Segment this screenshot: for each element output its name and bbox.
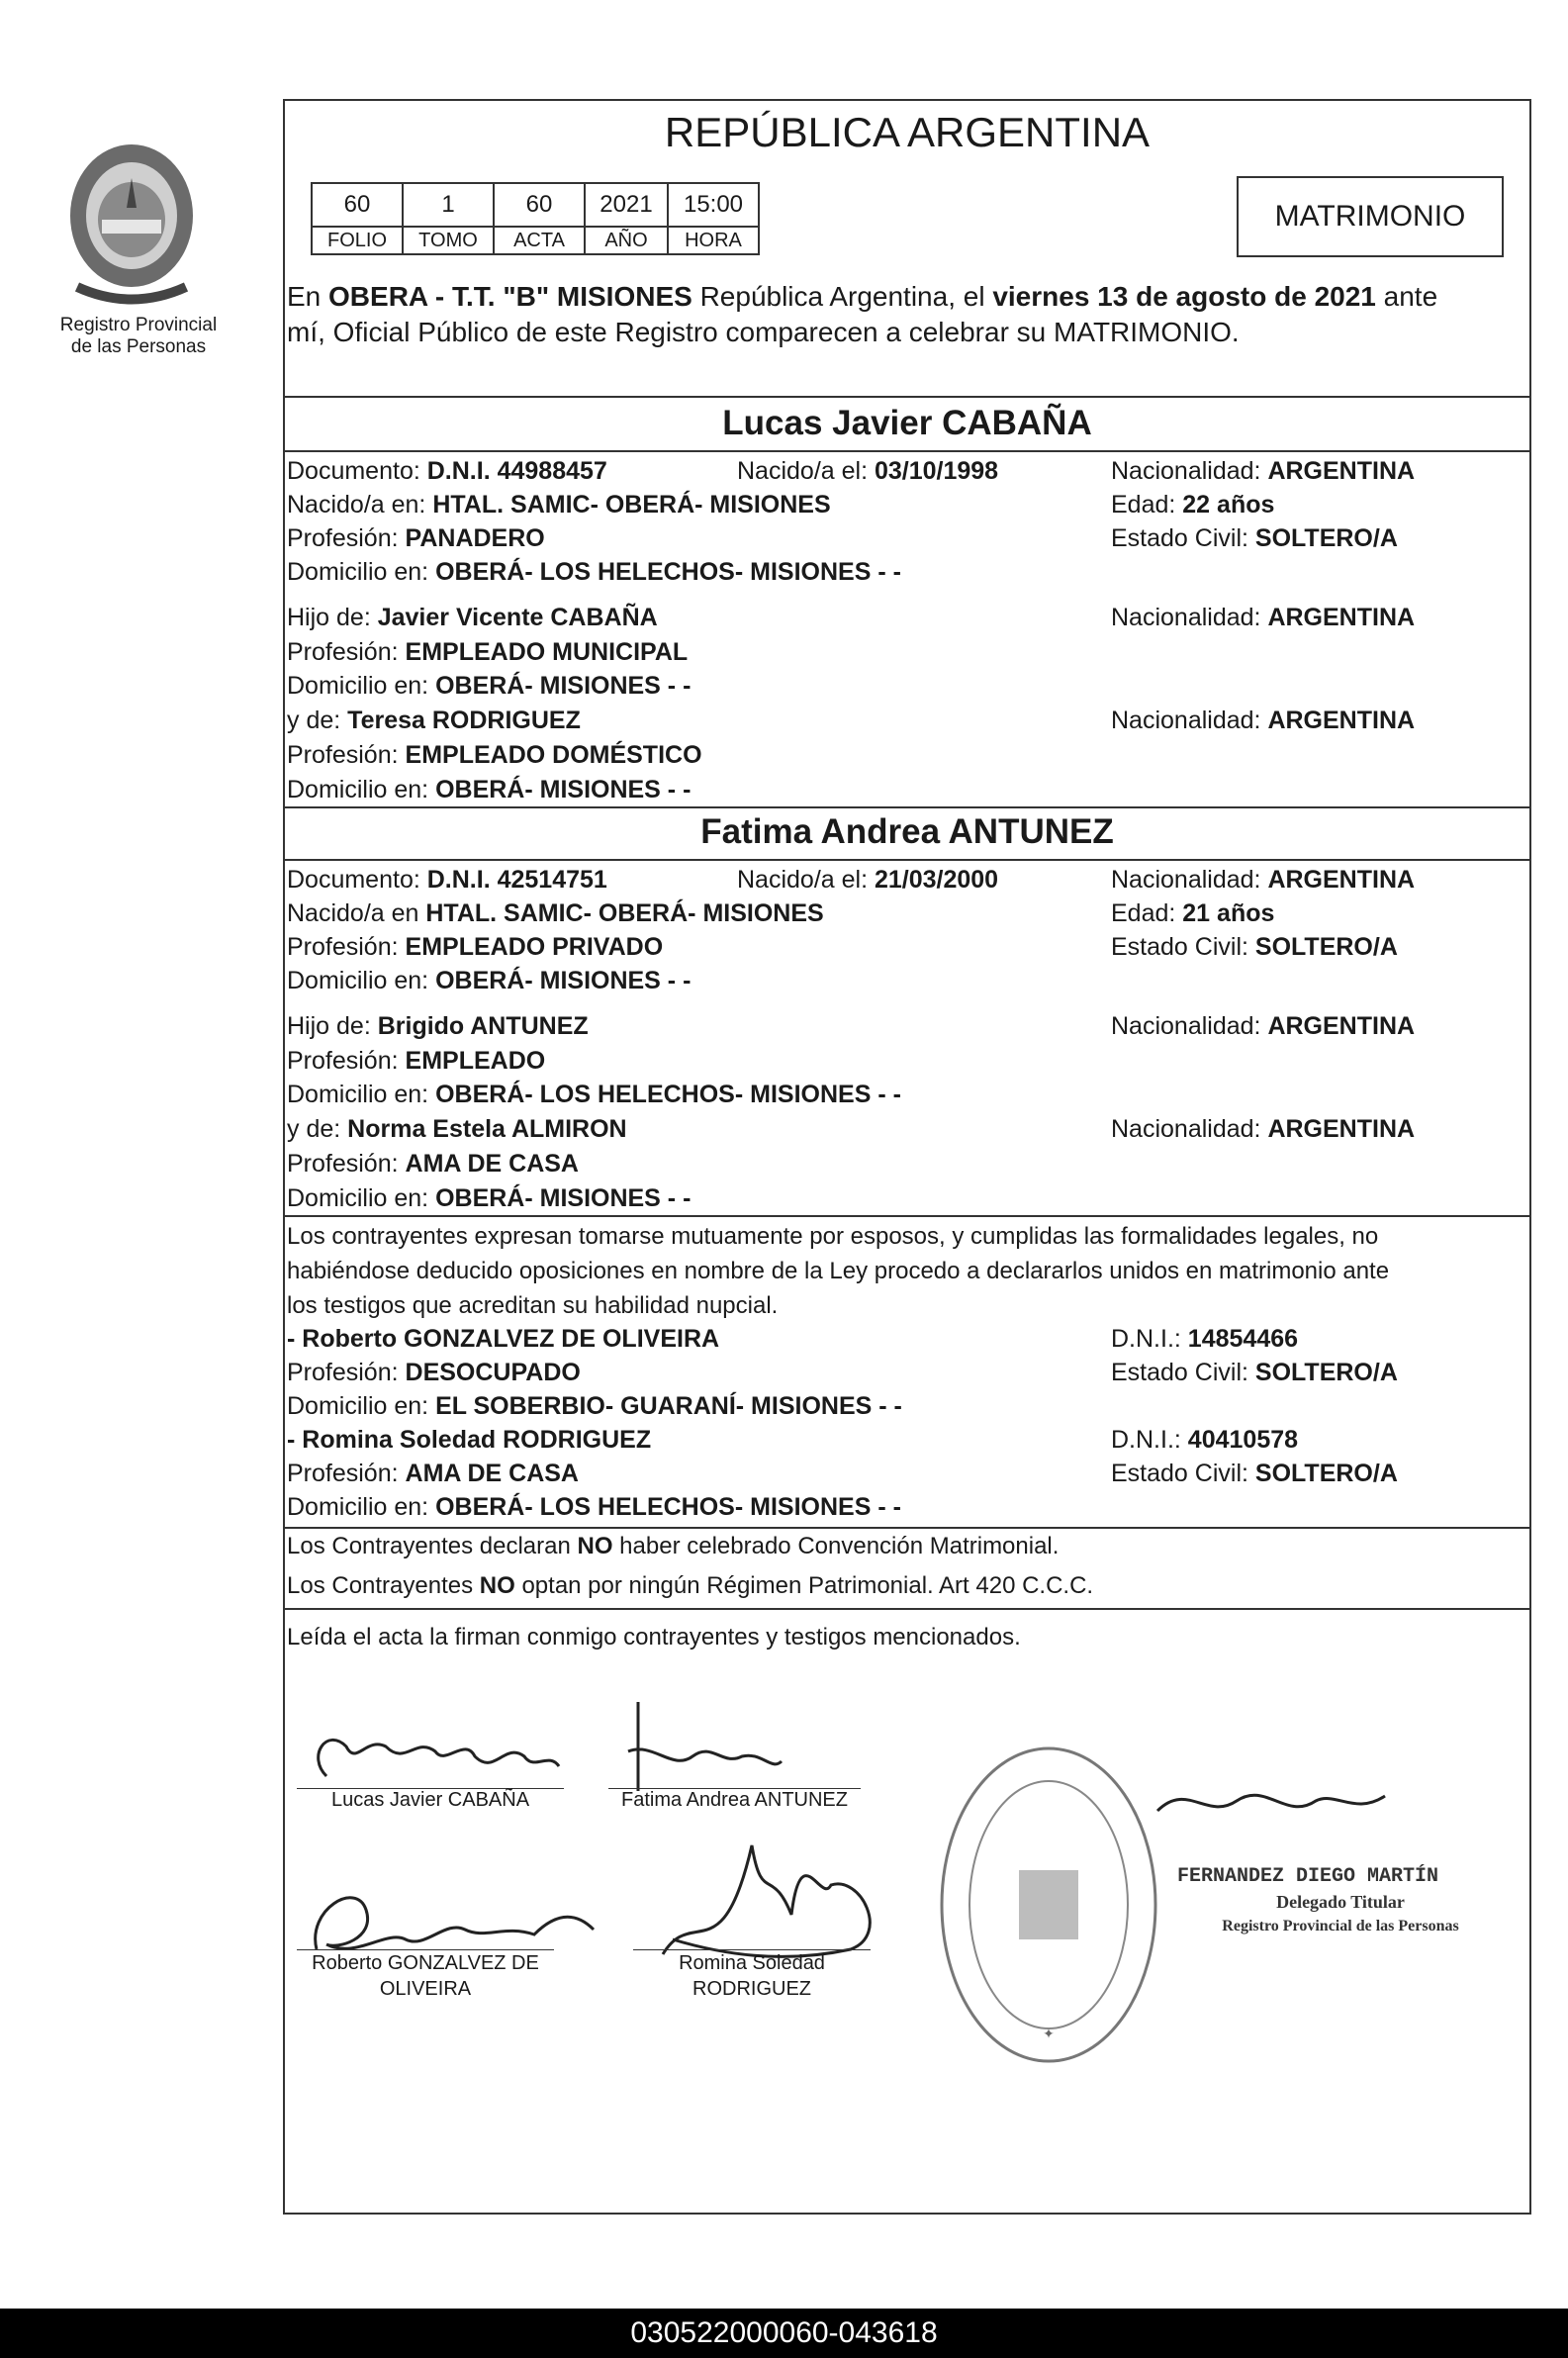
act-type: MATRIMONIO bbox=[1274, 200, 1466, 233]
intro-part: ante bbox=[1375, 281, 1438, 312]
hour-label: HORA bbox=[668, 227, 759, 254]
bride-age: Edad: 21 años bbox=[1111, 899, 1275, 927]
groom-age: Edad: 22 años bbox=[1111, 491, 1275, 519]
groom-mother-address: Domicilio en: OBERÁ- MISIONES - - bbox=[287, 776, 692, 803]
witness-2-profession: Profesión: AMA DE CASA bbox=[287, 1460, 579, 1487]
acta-value: 60 bbox=[494, 183, 585, 227]
witness-2-dni: D.N.I.: 40410578 bbox=[1111, 1426, 1299, 1454]
official-stamp bbox=[935, 1742, 1162, 2068]
intro-date: viernes 13 de agosto de 2021 bbox=[992, 281, 1376, 312]
intro-line2: mí, Oficial Público de este Registro comparecen a celebrar su MATRIMONIO. bbox=[287, 317, 1240, 347]
folio-value: 60 bbox=[312, 183, 403, 227]
registry-name: Registro Provincial de las Personas bbox=[59, 315, 218, 357]
groom-address: Domicilio en: OBERÁ- LOS HELECHOS- MISIONES - - bbox=[287, 558, 901, 586]
witness-1-dni: D.N.I.: 14854466 bbox=[1111, 1325, 1299, 1353]
bride-signature bbox=[594, 1682, 851, 1801]
groom-father-nationality: Nacionalidad: ARGENTINA bbox=[1111, 604, 1416, 631]
bride-mother: y de: Norma Estela ALMIRON bbox=[287, 1115, 627, 1143]
witness-1-civil-status: Estado Civil: SOLTERO/A bbox=[1111, 1359, 1398, 1386]
groom-mother-profession: Profesión: EMPLEADO DOMÉSTICO bbox=[287, 741, 702, 769]
declaration-line: Los contrayentes expresan tomarse mutuamente por esposos, y cumplidas las formalidades legales, no bbox=[287, 1223, 1379, 1250]
groom-mother-nationality: Nacionalidad: ARGENTINA bbox=[1111, 707, 1416, 734]
witness-2-address: Domicilio en: OBERÁ- LOS HELECHOS- MISIONES - - bbox=[287, 1493, 901, 1521]
hour-value: 15:00 bbox=[668, 183, 759, 227]
witness-1-name: - Roberto GONZALVEZ DE OLIVEIRA bbox=[287, 1325, 720, 1353]
groom-name: Lucas Javier CABAÑA bbox=[722, 404, 1092, 442]
witness-2-name: - Romina Soledad RODRIGUEZ bbox=[287, 1426, 652, 1454]
groom-nationality: Nacionalidad: ARGENTINA bbox=[1111, 457, 1416, 485]
intro-text bbox=[287, 279, 1533, 350]
groom-civil-status: Estado Civil: SOLTERO/A bbox=[1111, 524, 1398, 552]
year-value: 2021 bbox=[585, 183, 668, 227]
act-type-box bbox=[1237, 176, 1504, 257]
bride-father-address: Domicilio en: OBERÁ- LOS HELECHOS- MISIONES - - bbox=[287, 1081, 901, 1108]
bride-address: Domicilio en: OBERÁ- MISIONES - - bbox=[287, 967, 692, 994]
official-signature bbox=[1148, 1771, 1405, 1840]
bride-profession: Profesión: EMPLEADO PRIVADO bbox=[287, 933, 664, 961]
declaration-line: habiéndose deducido oposiciones en nombre de la Ley procedo a declararlos unidos en matrimonio ante bbox=[287, 1258, 1390, 1284]
groom-doc-row: Documento: D.N.I. 44988457 bbox=[287, 457, 607, 485]
bride-born-in: Nacido/a en HTAL. SAMIC- OBERÁ- MISIONES bbox=[287, 899, 824, 927]
country-title: REPÚBLICA ARGENTINA bbox=[664, 109, 1151, 155]
tomo-label: TOMO bbox=[403, 227, 494, 254]
convention-line-2: Los Contrayentes NO optan por ningún Régimen Patrimonial. Art 420 C.C.C. bbox=[287, 1572, 1094, 1599]
bride-signature-label: Fatima Andrea ANTUNEZ bbox=[621, 1789, 848, 1811]
groom-born-on: Nacido/a el: 03/10/1998 bbox=[737, 457, 999, 485]
witness-1-profession: Profesión: DESOCUPADO bbox=[287, 1359, 581, 1386]
groom-signature-label: Lucas Javier CABAÑA bbox=[330, 1789, 530, 1811]
acta-label: ACTA bbox=[494, 227, 585, 254]
groom-father: Hijo de: Javier Vicente CABAÑA bbox=[287, 604, 658, 631]
record-table bbox=[311, 182, 760, 255]
witness-1-signature-label: Roberto GONZALVEZ DE OLIVEIRA bbox=[312, 1952, 539, 2000]
intro-place: OBERA - T.T. "B" MISIONES bbox=[328, 281, 692, 312]
declaration-text bbox=[287, 1219, 1389, 1323]
closing-text: Leída el acta la firman conmigo contrayentes y testigos mencionados. bbox=[287, 1624, 1021, 1651]
document-code: 030522000060-043618 bbox=[0, 2309, 1568, 2358]
bride-nationality: Nacionalidad: ARGENTINA bbox=[1111, 866, 1416, 894]
folio-label: FOLIO bbox=[312, 227, 403, 254]
bride-born-on: Nacido/a el: 21/03/2000 bbox=[737, 866, 999, 894]
bride-doc-row: Documento: D.N.I. 42514751 bbox=[287, 866, 607, 894]
groom-born-in: Nacido/a en: HTAL. SAMIC- OBERÁ- MISIONES bbox=[287, 491, 831, 519]
groom-father-profession: Profesión: EMPLEADO MUNICIPAL bbox=[287, 638, 689, 666]
bride-father: Hijo de: Brigido ANTUNEZ bbox=[287, 1012, 589, 1040]
witness-2-civil-status: Estado Civil: SOLTERO/A bbox=[1111, 1460, 1398, 1487]
official-title: Delegado Titular bbox=[1276, 1892, 1405, 1912]
official-name: FERNANDEZ DIEGO MARTÍN bbox=[1177, 1865, 1439, 1888]
bride-mother-address: Domicilio en: OBERÁ- MISIONES - - bbox=[287, 1184, 692, 1212]
tomo-value: 1 bbox=[403, 183, 494, 227]
bride-name: Fatima Andrea ANTUNEZ bbox=[700, 812, 1114, 851]
groom-signature bbox=[297, 1707, 574, 1801]
year-label: AÑO bbox=[585, 227, 668, 254]
groom-father-address: Domicilio en: OBERÁ- MISIONES - - bbox=[287, 672, 692, 700]
official-office: Registro Provincial de las Personas bbox=[1222, 1918, 1459, 1934]
province-seal-logo bbox=[57, 139, 206, 307]
declaration-line: los testigos que acreditan su habilidad nupcial. bbox=[287, 1292, 779, 1319]
bride-father-profession: Profesión: EMPLEADO bbox=[287, 1047, 546, 1075]
svg-text:✦: ✦ bbox=[1043, 2026, 1055, 2041]
witness-1-address: Domicilio en: EL SOBERBIO- GUARANÍ- MISIONES - - bbox=[287, 1392, 902, 1420]
bride-mother-nationality: Nacionalidad: ARGENTINA bbox=[1111, 1115, 1416, 1143]
groom-profession: Profesión: PANADERO bbox=[287, 524, 545, 552]
bride-mother-profession: Profesión: AMA DE CASA bbox=[287, 1150, 579, 1178]
intro-part: República Argentina, el bbox=[692, 281, 993, 312]
witness-2-signature-label: Romina Soledad RODRIGUEZ bbox=[679, 1952, 825, 2000]
bride-father-nationality: Nacionalidad: ARGENTINA bbox=[1111, 1012, 1416, 1040]
bride-civil-status: Estado Civil: SOLTERO/A bbox=[1111, 933, 1398, 961]
intro-part: En bbox=[287, 281, 329, 312]
convention-line-1: Los Contrayentes declaran NO haber celebrado Convención Matrimonial. bbox=[287, 1533, 1060, 1559]
groom-mother: y de: Teresa RODRIGUEZ bbox=[287, 707, 581, 734]
